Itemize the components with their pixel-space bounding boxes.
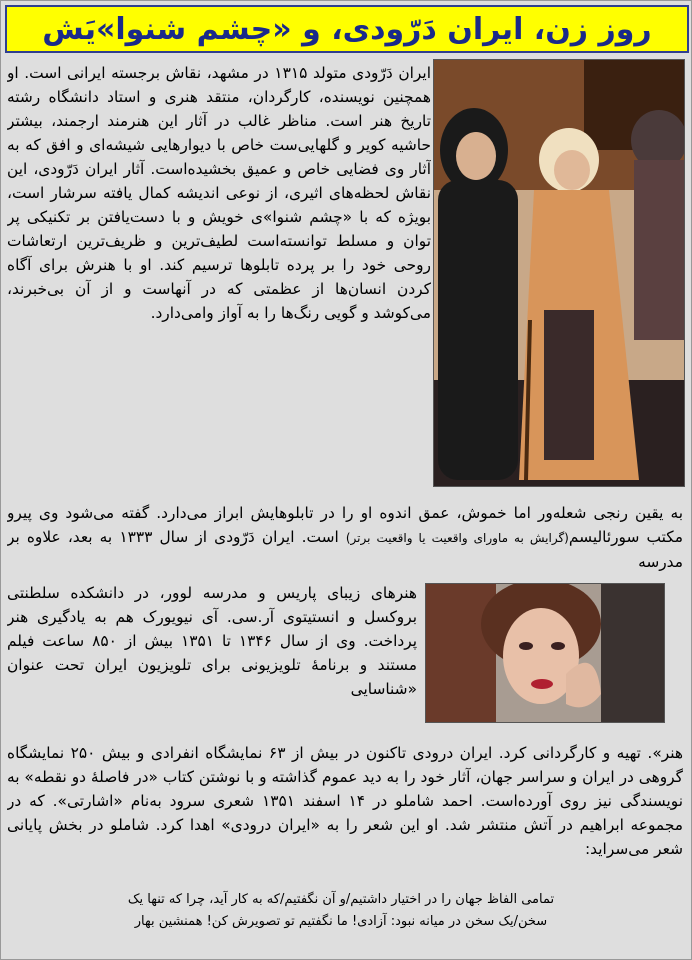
paragraph-exhibitions: [7, 741, 683, 889]
paragraph-surrealism: [7, 501, 683, 583]
photo-artist-portrait-graphic: [426, 584, 665, 723]
title-banner: [5, 5, 689, 53]
article-title: روز زن، ایران دَرّودی، و «چشم شنوا»یَش: [42, 11, 652, 47]
photo-artist-walking: [433, 59, 685, 487]
photo-artist-walking-graphic: [434, 60, 685, 487]
surrealism-sentence-a: به یقین رنجی شعله‌ور اما خموش، عمق اندوه او را در تابلوهایش ابراز می‌دارد. گفته می‌شود وی پیرو مکتب سورئالیسم: [7, 504, 683, 546]
paragraph-education: [7, 581, 417, 741]
surrealism-note: (گرایش به ماورای واقعیت یا واقعیت برتر): [345, 531, 569, 545]
photo-artist-portrait: [425, 583, 665, 723]
poem-line-2: سخن/یک سخن در میانه نبود: آزادی! ما نگفتیم تو تصویرش کن! همنشین بهار: [134, 914, 548, 929]
paragraph-education-text: هنرهای زیبای پاریس و مدرسه لوور، در دانشکده سلطنتی بروکسل و انستیتوی آر.سی. آی نیویورک هم به یادگیری هنر پرداخت. وی از سال ۱۳۴۶ تا ۱۳۵۱ بیش از ۸۵۰ ساعت فیلم مستند و برنامهٔ تلویزیونی برای تلویزیون ایران تحت عنوان «شناسایی: [7, 584, 417, 698]
poem-line-1: تمامی الفاظ جهان را در اختیار داشتیم/و آن نگفتیم/که به کار آید، چرا که تنها یک: [127, 892, 555, 907]
poem-excerpt: [21, 889, 661, 955]
paragraph-intro: [7, 61, 431, 501]
paragraph-exhibitions-text: هنر». تهیه و کارگردانی کرد. ایران درودی تاکنون در بیش از ۶۳ نمایشگاه انفرادی و بیش ۲۵۰ نمایشگاه گروهی در ایران و سراسر جهان، آثار خود را به دید عموم گذاشته و با نوشتن کتاب «در فاصلهٔ دو نقطه» به نویسندگی نیز روی آورده‌است. احمد شاملو در ۱۴ اسفند ۱۳۵۱ شعری سرود به‌نام «اشارتی». که در مجموعه ابراهیم در آتش منتشر شد. او این شعر را به «ایران درودی» اهدا کرد. شاملو در بخش پایانی شعر می‌سراید:: [7, 744, 683, 858]
surrealism-sentence-c: است. ایران دَرّودی از سال ۱۳۳۳ به بعد، علاوه بر مدرسه: [7, 528, 683, 571]
paragraph-intro-text: ایران دَرّودی متولد ۱۳۱۵ در مشهد، نقاش برجسته ایرانی است. او همچنین نویسنده، کارگردان، منتقد هنری و استاد دانشگاه رشته تاریخ هنر است. مناظر غالب در آثار این هنرمند ارجمند، بیشتر حاشیه کویر و گلهایی‌ست خاص با دیوارهایی شیشه‌ای و افق که به آثار وی فضایی خاص و عمیق بخشیده‌است. آثار ایران دَرّودی، این نقاش لحظه‌های اثیری، از نوعی اندیشه کمال یافته سرشار است، بویژه که با «چشم شنوا»ی خویش و با دست‌یافتن بر تکنیکی پر توان و مسلط توانسته‌است لطیف‌ترین و ظریف‌ترین ارتعاشات روحی خود را بر پرده تابلوها ترسیم کند. او با هنرش برای آگاه کردن انسان‌ها از عظمتی که در آنهاست و از آن بی‌خبرند، می‌کوشد و گویی رنگ‌ها را به آواز وامی‌دارد.: [7, 64, 431, 322]
paragraph-surrealism-text: [7, 501, 683, 574]
